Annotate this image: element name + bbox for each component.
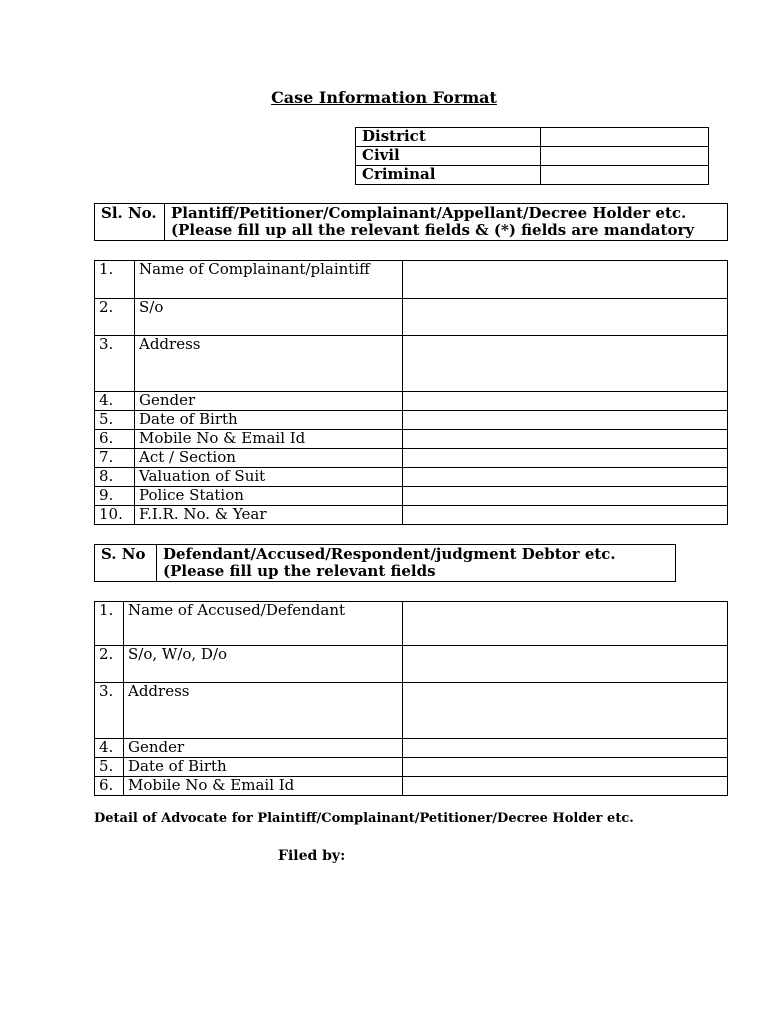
case-type-table (355, 127, 709, 185)
field-label: F.I.R. No. & Year (135, 506, 403, 525)
field-label: Act / Section (135, 449, 403, 468)
row-number: 6. (95, 777, 124, 796)
field-label: Name of Complainant/plaintiff (135, 261, 403, 299)
field-label: Mobile No & Email Id (135, 430, 403, 449)
serial-number-header: Sl. No. (95, 204, 165, 241)
row-number: 9. (95, 487, 135, 506)
field-label: S/o (135, 299, 403, 336)
row-number: 1. (95, 602, 124, 646)
police-station-field[interactable] (403, 487, 728, 506)
advocate-detail-heading: Detail of Advocate for Plaintiff/Complainant/Petitioner/Decree Holder etc. (94, 811, 634, 826)
defendant-header-line1: Defendant/Accused/Respondent/judgment Debtor etc. (163, 545, 616, 563)
defendant-dob-field[interactable] (403, 758, 728, 777)
case-type-label: District (356, 128, 541, 147)
defendant-address-field[interactable] (403, 683, 728, 739)
defendant-name-field[interactable] (403, 602, 728, 646)
field-label: Gender (135, 392, 403, 411)
defendant-contact-field[interactable] (403, 777, 728, 796)
page-title: Case Information Format (271, 88, 497, 107)
plaintiff-table (94, 260, 728, 525)
field-label: Date of Birth (135, 411, 403, 430)
plaintiff-contact-field[interactable] (403, 430, 728, 449)
row-number: 8. (95, 468, 135, 487)
serial-number-header: S. No (95, 545, 157, 582)
defendant-header-line2: (Please fill up the relevant fields (163, 562, 436, 580)
criminal-value-field[interactable] (541, 166, 709, 185)
row-number: 2. (95, 646, 124, 683)
plaintiff-gender-field[interactable] (403, 392, 728, 411)
defendant-section-header (94, 544, 676, 582)
district-value-field[interactable] (541, 128, 709, 147)
table-row (95, 261, 728, 299)
plaintiff-name-field[interactable] (403, 261, 728, 299)
field-label: Gender (124, 739, 403, 758)
row-number: 3. (95, 683, 124, 739)
table-row (95, 430, 728, 449)
plaintiff-address-field[interactable] (403, 336, 728, 392)
plaintiff-header-line2: (Please fill up all the relevant fields & (*) fields are mandatory (171, 221, 695, 239)
field-label: Police Station (135, 487, 403, 506)
row-number: 2. (95, 299, 135, 336)
civil-value-field[interactable] (541, 147, 709, 166)
table-row (95, 739, 728, 758)
table-row (95, 336, 728, 392)
row-number: 5. (95, 758, 124, 777)
row-number: 6. (95, 430, 135, 449)
defendant-relation-field[interactable] (403, 646, 728, 683)
defendant-gender-field[interactable] (403, 739, 728, 758)
case-type-label: Criminal (356, 166, 541, 185)
case-type-row-criminal (356, 166, 709, 185)
table-row (95, 392, 728, 411)
defendant-table (94, 601, 728, 796)
table-row (95, 777, 728, 796)
filed-by-label: Filed by: (278, 848, 346, 864)
defendant-header-text (157, 545, 676, 582)
row-number: 5. (95, 411, 135, 430)
row-number: 7. (95, 449, 135, 468)
act-section-field[interactable] (403, 449, 728, 468)
field-label: Valuation of Suit (135, 468, 403, 487)
table-row (95, 468, 728, 487)
suit-valuation-field[interactable] (403, 468, 728, 487)
table-row (95, 506, 728, 525)
table-row (95, 683, 728, 739)
table-row (95, 602, 728, 646)
row-number: 10. (95, 506, 135, 525)
fir-number-field[interactable] (403, 506, 728, 525)
table-row (95, 487, 728, 506)
plaintiff-header-text (165, 204, 728, 241)
table-row (95, 299, 728, 336)
row-number: 4. (95, 739, 124, 758)
table-row (95, 449, 728, 468)
row-number: 4. (95, 392, 135, 411)
row-number: 1. (95, 261, 135, 299)
table-row (95, 758, 728, 777)
plaintiff-section-header (94, 203, 728, 241)
case-type-label: Civil (356, 147, 541, 166)
case-type-row-civil (356, 147, 709, 166)
row-number: 3. (95, 336, 135, 392)
table-row (95, 411, 728, 430)
table-row (95, 646, 728, 683)
plaintiff-dob-field[interactable] (403, 411, 728, 430)
case-type-row-district (356, 128, 709, 147)
field-label: Address (124, 683, 403, 739)
field-label: Mobile No & Email Id (124, 777, 403, 796)
field-label: S/o, W/o, D/o (124, 646, 403, 683)
plaintiff-relation-field[interactable] (403, 299, 728, 336)
field-label: Name of Accused/Defendant (124, 602, 403, 646)
field-label: Date of Birth (124, 758, 403, 777)
field-label: Address (135, 336, 403, 392)
plaintiff-header-line1: Plantiff/Petitioner/Complainant/Appellant/Decree Holder etc. (171, 204, 687, 222)
